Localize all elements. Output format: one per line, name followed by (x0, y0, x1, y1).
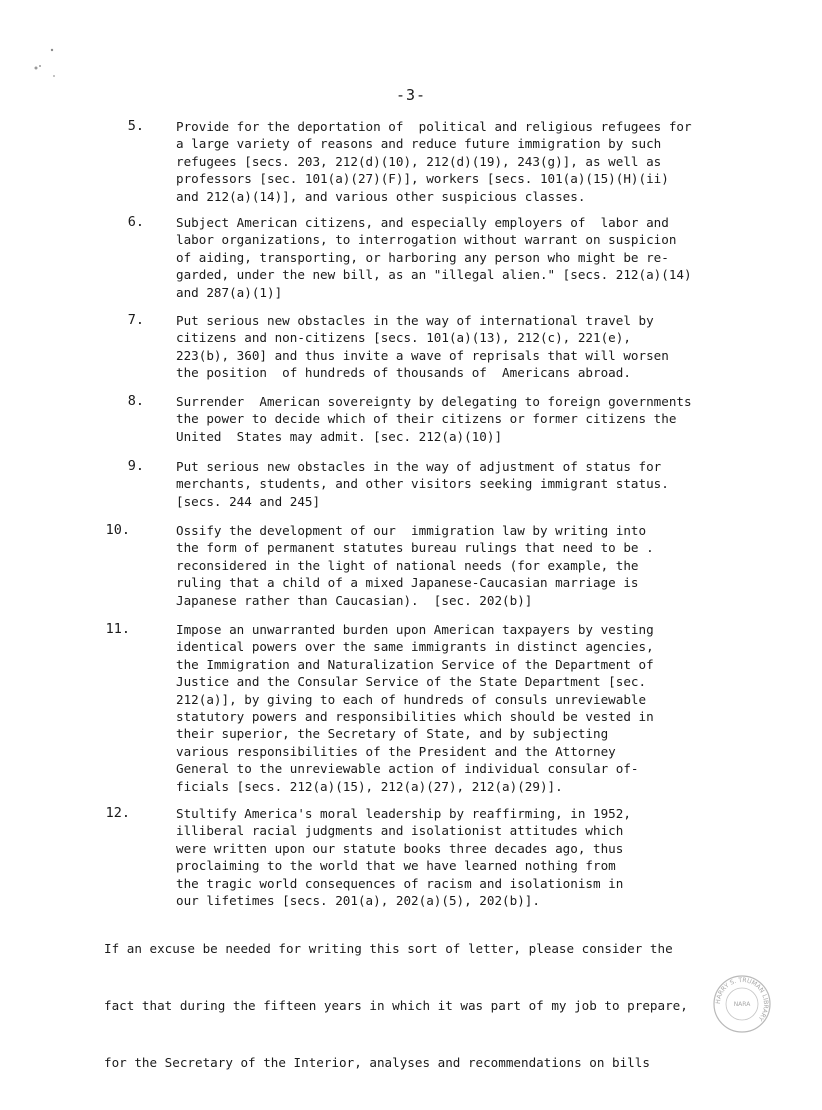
list-item-text (176, 393, 736, 445)
text-line: identical powers over the same immigrants in distinct agencies, (176, 639, 654, 655)
text-line: garded, under the new bill, as an "illegal alien." [secs. 212(a)(14) (176, 267, 692, 283)
text-line: Put serious new obstacles in the way of adjustment of status for (176, 459, 662, 474)
text-line: refugees [secs. 203, 212(d)(10), 212(d)(19), 243(g)], as well as (176, 153, 662, 169)
archive-stamp (712, 974, 772, 1034)
list-item-number: 11. (105, 621, 130, 637)
text-line: and 287(a)(1)] (176, 284, 283, 300)
closing-line: If an excuse be needed for writing this sort of letter, please consider the (104, 941, 673, 956)
text-line: Put serious new obstacles in the way of international travel by (176, 313, 654, 328)
page-number: -3- (395, 86, 427, 104)
text-line: Subject American citizens, and especially employers of labor and (176, 215, 669, 230)
list-item-text (176, 214, 736, 301)
list-item-number: 7. (127, 312, 144, 328)
text-line: the position of hundreds of thousands of Americans abroad. (176, 365, 631, 381)
list-item-text (176, 118, 736, 205)
list-item-text (176, 805, 736, 909)
stamp-center-text: NARA (733, 1001, 751, 1008)
stamp-text: HARRY S. TRUMAN LIBRARY (714, 976, 770, 1023)
text-line: the Immigration and Naturalization Service of the Department of (176, 656, 654, 672)
text-line: Justice and the Consular Service of the State Department [sec. (176, 674, 647, 690)
text-line: 212(a)], by giving to each of hundreds of consuls unreviewable (176, 691, 647, 707)
list-item-text (176, 458, 736, 510)
list-item-number: 5. (127, 118, 144, 134)
text-line: Japanese rather than Caucasian). [sec. 202(b)] (176, 592, 533, 608)
text-line: statutory powers and responsibilities which should be vested in (176, 708, 654, 724)
text-line: [secs. 244 and 245] (176, 493, 321, 509)
text-line: their superior, the Secretary of State, and by subjecting (176, 726, 609, 742)
text-line: a large variety of reasons and reduce future immigration by such (176, 136, 662, 152)
paper-smudge (30, 44, 60, 84)
text-line: Stultify America's moral leadership by reaffirming, in 1952, (176, 806, 631, 821)
list-item-number: 6. (127, 214, 144, 230)
text-line: reconsidered in the light of national needs (for example, the (176, 557, 639, 573)
closing-paragraph (104, 901, 804, 1110)
text-line: illiberal racial judgments and isolationist attitudes which (176, 823, 624, 839)
text-line: General to the unreviewable action of individual consular of- (176, 761, 639, 777)
text-line: were written upon our statute books three decades ago, thus (176, 840, 624, 856)
list-item-number: 9. (127, 458, 144, 474)
closing-line: for the Secretary of the Interior, analyses and recommendations on bills (104, 1055, 650, 1070)
list-item-text (176, 621, 736, 795)
text-line: United States may admit. [sec. 212(a)(10)] (176, 428, 503, 444)
text-line: professors [sec. 101(a)(27)(F)], workers [secs. 101(a)(15)(H)(ii) (176, 171, 669, 187)
list-item-number: 8. (127, 393, 144, 409)
closing-line: fact that during the fifteen years in which it was part of my job to prepare, (104, 998, 688, 1013)
text-line: the tragic world consequences of racism and isolationism in (176, 875, 624, 891)
text-line: Impose an unwarranted burden upon American taxpayers by vesting (176, 622, 654, 637)
text-line: proclaiming to the world that we have learned nothing from (176, 858, 616, 874)
text-line: the power to decide which of their citizens or former citizens the (176, 411, 677, 427)
text-line: Provide for the deportation of political and religious refugees for (176, 119, 692, 134)
text-line: 223(b), 360] and thus invite a wave of reprisals that will worsen (176, 347, 669, 363)
text-line: various responsibilities of the President and the Attorney (176, 743, 616, 759)
text-line: the form of permanent statutes bureau rulings that need to be . (176, 540, 654, 556)
text-line: citizens and non-citizens [secs. 101(a)(13), 212(c), 221(e), (176, 330, 631, 346)
list-item-number: 10. (105, 522, 130, 538)
text-line: Surrender American sovereignty by delegating to foreign governments (176, 394, 692, 409)
list-item-text (176, 312, 736, 382)
text-line: our lifetimes [secs. 201(a), 202(a)(5), 202(b)]. (176, 892, 540, 908)
text-line: ficials [secs. 212(a)(15), 212(a)(27), 212(a)(29)]. (176, 778, 563, 794)
text-line: ruling that a child of a mixed Japanese-Caucasian marriage is (176, 575, 639, 591)
text-line: Ossify the development of our immigration law by writing into (176, 523, 647, 538)
list-item-number: 12. (105, 805, 130, 821)
text-line: and 212(a)(14)], and various other suspicious classes. (176, 188, 586, 204)
text-line: of aiding, transporting, or harboring any person who might be re- (176, 249, 669, 265)
list-item-text (176, 522, 736, 609)
text-line: merchants, students, and other visitors seeking immigrant status. (176, 476, 669, 492)
text-line: labor organizations, to interrogation without warrant on suspicion (176, 232, 677, 248)
